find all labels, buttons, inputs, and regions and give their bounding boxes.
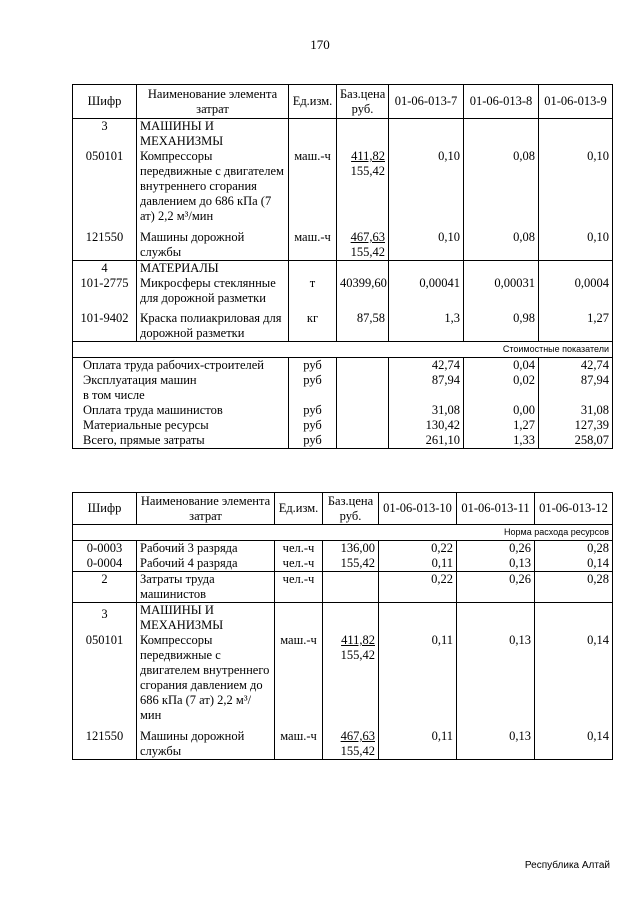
row-unit: чел.-ч [275,541,323,557]
price-wage: 155,42 [350,245,385,259]
row-unit: чел.-ч [275,556,323,572]
row-code: 050101 [73,633,137,723]
section-title: МАТЕРИАЛЫ [137,261,289,277]
table-row [73,276,613,306]
row-name: Микросферы стеклянные для дорожной разметки [137,276,289,306]
row-price [337,224,389,261]
row-code: 101-9402 [73,306,137,342]
row-value-1: 1,3 [389,306,464,342]
row-unit: маш.-ч [275,633,323,723]
summary-value-1: 31,08 [389,403,464,418]
price-wage: 155,42 [340,744,375,758]
row-value-3: 0,0004 [539,276,613,306]
row-unit: маш.-ч [275,723,323,760]
table-header-row [73,85,613,119]
summary-value-1: 261,10 [389,433,464,449]
summary-value-3: 87,94 [539,373,613,388]
row-value-2: 0,00031 [464,276,539,306]
section-code: 2 [73,572,137,603]
summary-value-2: 0,02 [464,373,539,388]
price-wage: 155,42 [340,648,375,662]
row-value-1: 0,10 [389,149,464,224]
row-value-3: 0,28 [535,572,613,603]
row-name: Рабочий 4 разряда [137,556,275,572]
row-value-1: 0,10 [389,224,464,261]
row-value-3: 0,14 [535,723,613,760]
table-row [73,723,613,760]
header-norm-1: 01-06-013-10 [379,493,457,525]
row-code: 101-2775 [73,276,137,306]
summary-row [73,418,613,433]
summary-unit: руб [289,403,337,418]
row-value-1: 0,22 [379,572,457,603]
row-code: 0-0003 [73,541,137,557]
table-header-row [73,493,613,525]
resource-table-1 [72,84,613,449]
row-price [337,149,389,224]
header-price: Баз.цена руб. [323,493,379,525]
row-code: 050101 [73,149,137,224]
row-name: Компрессоры передвижные с двигателем внутреннего сгорания давлением до 686 кПа (7 ат) 2,2 м³/мин [137,633,275,723]
table-row [73,306,613,342]
row-value-2: 0,08 [464,224,539,261]
header-norm-1: 01-06-013-7 [389,85,464,119]
row-value-2: 0,98 [464,306,539,342]
summary-name: Оплата труда машинистов [73,403,289,418]
row-name: Машины дорожной службы [137,224,289,261]
band-row [73,342,613,358]
summary-name: Материальные ресурсы [73,418,289,433]
summary-value-2: 1,27 [464,418,539,433]
table-row [73,541,613,557]
row-unit: чел.-ч [275,572,323,603]
row-name: Машины дорожной службы [137,723,275,760]
summary-row [73,373,613,388]
section-row [73,261,613,277]
page-number: 170 [310,37,330,52]
summary-unit: руб [289,358,337,374]
row-value-2: 0,08 [464,149,539,224]
row-value-1: 0,22 [379,541,457,557]
section-title: МАШИНЫ И МЕХАНИЗМЫ [137,119,289,150]
row-value-3: 0,10 [539,149,613,224]
summary-value-2: 0,04 [464,358,539,374]
row-value-1: 0,11 [379,723,457,760]
row-price: 136,00 [323,541,379,557]
summary-name: в том числе [73,388,289,403]
header-price: Баз.цена руб. [337,85,389,119]
row-unit: маш.-ч [289,224,337,261]
table-row [73,633,613,723]
cost-indicators-label: Стоимостные показатели [73,342,613,358]
resource-table-2 [72,492,613,760]
header-name: Наименование элемента затрат [137,493,275,525]
header-code: Шифр [73,85,137,119]
row-price [323,633,379,723]
price-main: 467,63 [350,230,385,244]
row-name: Рабочий 3 разряда [137,541,275,557]
summary-name: Всего, прямые затраты [73,433,289,449]
row-value-2: 0,13 [457,556,535,572]
row-value-2: 0,26 [457,541,535,557]
summary-value-3: 42,74 [539,358,613,374]
summary-row [73,433,613,449]
row-name: Затраты труда машинистов [137,572,275,603]
summary-row [73,388,613,403]
summary-row [73,403,613,418]
row-value-3: 1,27 [539,306,613,342]
price-main: 411,82 [351,149,385,163]
row-value-3: 0,10 [539,224,613,261]
header-unit: Ед.изм. [289,85,337,119]
row-value-1: 0,11 [379,633,457,723]
row-code: 121550 [73,723,137,760]
summary-name: Эксплуатация машин [73,373,289,388]
section-code: 3 [73,119,137,150]
summary-value-3: 127,39 [539,418,613,433]
row-unit: т [289,276,337,306]
summary-row [73,358,613,374]
header-norm-3: 01-06-013-12 [535,493,613,525]
row-value-3: 0,28 [535,541,613,557]
summary-unit: руб [289,418,337,433]
row-price: 40399,60 [337,276,389,306]
summary-name: Оплата труда рабочих-строителей [73,358,289,374]
row-price [323,723,379,760]
resource-norm-label: Норма расхода ресурсов [73,525,613,541]
summary-value-3: 31,08 [539,403,613,418]
row-price: 155,42 [323,556,379,572]
section-row [73,572,613,603]
footer-region: Республика Алтай [524,860,610,871]
summary-value-3: 258,07 [539,433,613,449]
row-code: 0-0004 [73,556,137,572]
row-value-2: 0,13 [457,633,535,723]
row-value-2: 0,13 [457,723,535,760]
header-norm-3: 01-06-013-9 [539,85,613,119]
section-title: МАШИНЫ И МЕХАНИЗМЫ [137,603,275,634]
section-code: 3 [73,603,137,634]
price-main: 467,63 [340,729,375,743]
summary-unit: руб [289,373,337,388]
table-row [73,556,613,572]
section-row [73,603,613,634]
row-name: Краска полиакриловая для дорожной разметки [137,306,289,342]
header-norm-2: 01-06-013-11 [457,493,535,525]
row-value-1: 0,11 [379,556,457,572]
row-value-3: 0,14 [535,556,613,572]
summary-unit: руб [289,433,337,449]
summary-value-2: 1,33 [464,433,539,449]
table-row [73,149,613,224]
row-value-1: 0,00041 [389,276,464,306]
row-value-3: 0,14 [535,633,613,723]
header-name: Наименование элемента затрат [137,85,289,119]
row-unit: кг [289,306,337,342]
table-row [73,224,613,261]
summary-value-2: 0,00 [464,403,539,418]
section-row [73,119,613,150]
row-value-2: 0,26 [457,572,535,603]
row-price: 87,58 [337,306,389,342]
summary-value-1: 130,42 [389,418,464,433]
band-row [73,525,613,541]
section-code: 4 [73,261,137,277]
header-norm-2: 01-06-013-8 [464,85,539,119]
row-unit: маш.-ч [289,149,337,224]
row-code: 121550 [73,224,137,261]
summary-value-1: 87,94 [389,373,464,388]
summary-value-1: 42,74 [389,358,464,374]
price-main: 411,82 [341,633,375,647]
price-wage: 155,42 [350,164,385,178]
header-unit: Ед.изм. [275,493,323,525]
header-code: Шифр [73,493,137,525]
row-name: Компрессоры передвижные с двигателем внутреннего сгорания давлением до 686 кПа (7 ат) 2,2 м³/мин [137,149,289,224]
